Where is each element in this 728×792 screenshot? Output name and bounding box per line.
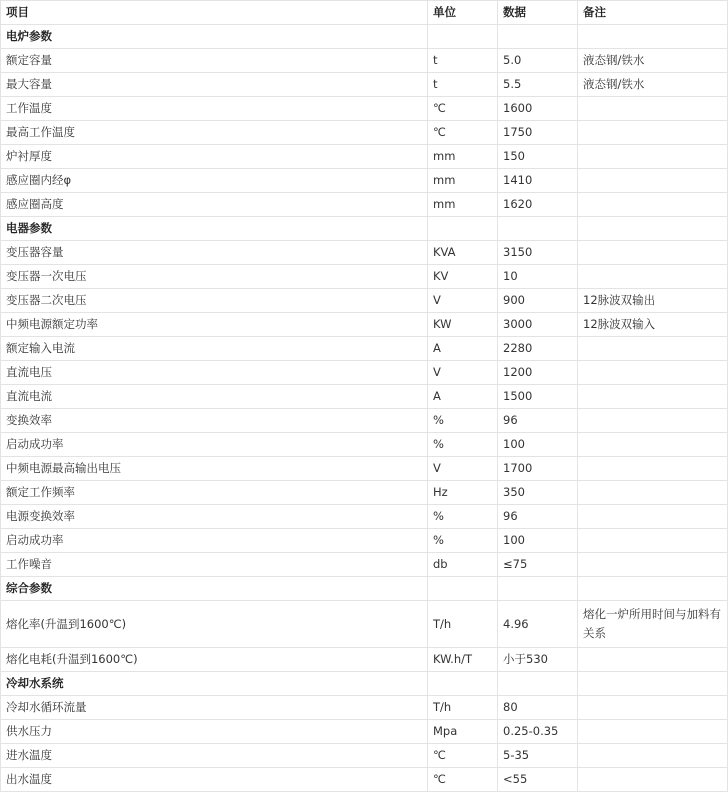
table-row xyxy=(1,696,728,720)
cell-note xyxy=(578,433,728,457)
cell-data: 5.5 xyxy=(498,73,578,97)
cell-note xyxy=(578,145,728,169)
cell-note xyxy=(578,193,728,217)
cell-item: 额定容量 xyxy=(1,49,428,73)
section-empty-cell xyxy=(498,217,578,241)
section-title: 综合参数 xyxy=(1,577,428,601)
cell-note xyxy=(578,361,728,385)
table-row xyxy=(1,553,728,577)
table-row xyxy=(1,313,728,337)
cell-item: 供水压力 xyxy=(1,720,428,744)
section-empty-cell xyxy=(428,577,498,601)
cell-note xyxy=(578,409,728,433)
cell-unit: V xyxy=(428,361,498,385)
section-empty-cell xyxy=(498,577,578,601)
cell-data: 10 xyxy=(498,265,578,289)
cell-unit: Hz xyxy=(428,481,498,505)
section-row xyxy=(1,217,728,241)
header-note: 备注 xyxy=(578,1,728,25)
cell-item: 电源变换效率 xyxy=(1,505,428,529)
cell-note xyxy=(578,169,728,193)
cell-note xyxy=(578,505,728,529)
cell-item: 变压器容量 xyxy=(1,241,428,265)
cell-item: 最大容量 xyxy=(1,73,428,97)
cell-data: 1200 xyxy=(498,361,578,385)
cell-data: 5-35 xyxy=(498,744,578,768)
cell-unit: Mpa xyxy=(428,720,498,744)
cell-note xyxy=(578,457,728,481)
cell-note xyxy=(578,720,728,744)
cell-note xyxy=(578,265,728,289)
cell-note xyxy=(578,337,728,361)
cell-unit: % xyxy=(428,529,498,553)
cell-unit: % xyxy=(428,409,498,433)
cell-item: 直流电流 xyxy=(1,385,428,409)
table-row xyxy=(1,361,728,385)
section-title: 电器参数 xyxy=(1,217,428,241)
cell-data: 1600 xyxy=(498,97,578,121)
cell-unit: KVA xyxy=(428,241,498,265)
cell-item: 进水温度 xyxy=(1,744,428,768)
table-row xyxy=(1,409,728,433)
cell-item: 冷却水循环流量 xyxy=(1,696,428,720)
section-row xyxy=(1,25,728,49)
cell-note: 熔化一炉所用时间与加料有关系 xyxy=(578,601,728,648)
section-empty-cell xyxy=(428,25,498,49)
section-row xyxy=(1,577,728,601)
cell-note xyxy=(578,121,728,145)
cell-unit: KV xyxy=(428,265,498,289)
cell-data: 100 xyxy=(498,529,578,553)
cell-data: 2280 xyxy=(498,337,578,361)
cell-item: 变压器二次电压 xyxy=(1,289,428,313)
table-row xyxy=(1,241,728,265)
table-row xyxy=(1,433,728,457)
cell-data: 1500 xyxy=(498,385,578,409)
cell-unit: A xyxy=(428,385,498,409)
cell-item: 启动成功率 xyxy=(1,433,428,457)
section-empty-cell xyxy=(578,577,728,601)
cell-unit: V xyxy=(428,457,498,481)
cell-unit: KW xyxy=(428,313,498,337)
cell-data: 100 xyxy=(498,433,578,457)
table-row xyxy=(1,97,728,121)
cell-item: 中频电源额定功率 xyxy=(1,313,428,337)
cell-item: 熔化电耗(升温到1600℃) xyxy=(1,648,428,672)
cell-data: 1410 xyxy=(498,169,578,193)
cell-data: 5.0 xyxy=(498,49,578,73)
cell-data: 3150 xyxy=(498,241,578,265)
cell-unit: A xyxy=(428,337,498,361)
cell-item: 变换效率 xyxy=(1,409,428,433)
table-row xyxy=(1,145,728,169)
cell-unit: mm xyxy=(428,145,498,169)
cell-data: 0.25-0.35 xyxy=(498,720,578,744)
table-row xyxy=(1,720,728,744)
cell-data: ≤75 xyxy=(498,553,578,577)
cell-note: 液态钢/铁水 xyxy=(578,73,728,97)
table-row xyxy=(1,385,728,409)
cell-unit: % xyxy=(428,433,498,457)
cell-note xyxy=(578,481,728,505)
cell-note: 12脉波双输入 xyxy=(578,313,728,337)
section-empty-cell xyxy=(578,25,728,49)
cell-unit: ℃ xyxy=(428,768,498,792)
table-row xyxy=(1,648,728,672)
cell-data: 小于530 xyxy=(498,648,578,672)
cell-item: 直流电压 xyxy=(1,361,428,385)
cell-data: 3000 xyxy=(498,313,578,337)
table-row xyxy=(1,457,728,481)
cell-item: 额定工作频率 xyxy=(1,481,428,505)
section-empty-cell xyxy=(428,217,498,241)
table-row xyxy=(1,169,728,193)
cell-item: 工作温度 xyxy=(1,97,428,121)
cell-unit: mm xyxy=(428,169,498,193)
cell-data: 150 xyxy=(498,145,578,169)
cell-note xyxy=(578,744,728,768)
cell-unit: ℃ xyxy=(428,744,498,768)
cell-note xyxy=(578,768,728,792)
cell-data: 1620 xyxy=(498,193,578,217)
cell-data: 1750 xyxy=(498,121,578,145)
cell-data: 80 xyxy=(498,696,578,720)
cell-note xyxy=(578,97,728,121)
cell-unit: T/h xyxy=(428,696,498,720)
cell-note: 12脉波双输出 xyxy=(578,289,728,313)
table-row xyxy=(1,481,728,505)
cell-item: 熔化率(升温到1600℃) xyxy=(1,601,428,648)
table-row xyxy=(1,193,728,217)
cell-note xyxy=(578,696,728,720)
cell-unit: t xyxy=(428,73,498,97)
cell-item: 炉衬厚度 xyxy=(1,145,428,169)
cell-data: 1700 xyxy=(498,457,578,481)
table-row xyxy=(1,505,728,529)
cell-note xyxy=(578,529,728,553)
table-row xyxy=(1,744,728,768)
cell-item: 启动成功率 xyxy=(1,529,428,553)
section-empty-cell xyxy=(578,217,728,241)
cell-note xyxy=(578,553,728,577)
cell-item: 变压器一次电压 xyxy=(1,265,428,289)
section-empty-cell xyxy=(498,672,578,696)
cell-unit: ℃ xyxy=(428,121,498,145)
cell-item: 中频电源最高输出电压 xyxy=(1,457,428,481)
cell-item: 工作噪音 xyxy=(1,553,428,577)
cell-item: 感应圈内经φ xyxy=(1,169,428,193)
section-title: 冷却水系统 xyxy=(1,672,428,696)
cell-item: 额定输入电流 xyxy=(1,337,428,361)
cell-note xyxy=(578,648,728,672)
cell-data: 96 xyxy=(498,409,578,433)
table-row xyxy=(1,73,728,97)
cell-item: 感应圈高度 xyxy=(1,193,428,217)
cell-item: 出水温度 xyxy=(1,768,428,792)
cell-item: 最高工作温度 xyxy=(1,121,428,145)
table-row xyxy=(1,49,728,73)
table-row xyxy=(1,289,728,313)
cell-unit: t xyxy=(428,49,498,73)
cell-data: 900 xyxy=(498,289,578,313)
cell-data: <55 xyxy=(498,768,578,792)
table-header-row xyxy=(1,1,728,25)
cell-data: 4.96 xyxy=(498,601,578,648)
table-row xyxy=(1,768,728,792)
section-row xyxy=(1,672,728,696)
header-item: 项目 xyxy=(1,1,428,25)
table-body xyxy=(1,25,728,792)
section-empty-cell xyxy=(578,672,728,696)
cell-unit: KW.h/T xyxy=(428,648,498,672)
cell-note xyxy=(578,385,728,409)
table-row xyxy=(1,529,728,553)
table-row xyxy=(1,337,728,361)
cell-note xyxy=(578,241,728,265)
cell-data: 96 xyxy=(498,505,578,529)
header-data: 数据 xyxy=(498,1,578,25)
cell-unit: % xyxy=(428,505,498,529)
table-row xyxy=(1,121,728,145)
cell-data: 350 xyxy=(498,481,578,505)
section-empty-cell xyxy=(428,672,498,696)
section-empty-cell xyxy=(498,25,578,49)
header-unit: 单位 xyxy=(428,1,498,25)
cell-unit: V xyxy=(428,289,498,313)
cell-unit: mm xyxy=(428,193,498,217)
cell-unit: ℃ xyxy=(428,97,498,121)
cell-unit: T/h xyxy=(428,601,498,648)
cell-unit: db xyxy=(428,553,498,577)
table-row xyxy=(1,601,728,648)
cell-note: 液态钢/铁水 xyxy=(578,49,728,73)
table-row xyxy=(1,265,728,289)
section-title: 电炉参数 xyxy=(1,25,428,49)
